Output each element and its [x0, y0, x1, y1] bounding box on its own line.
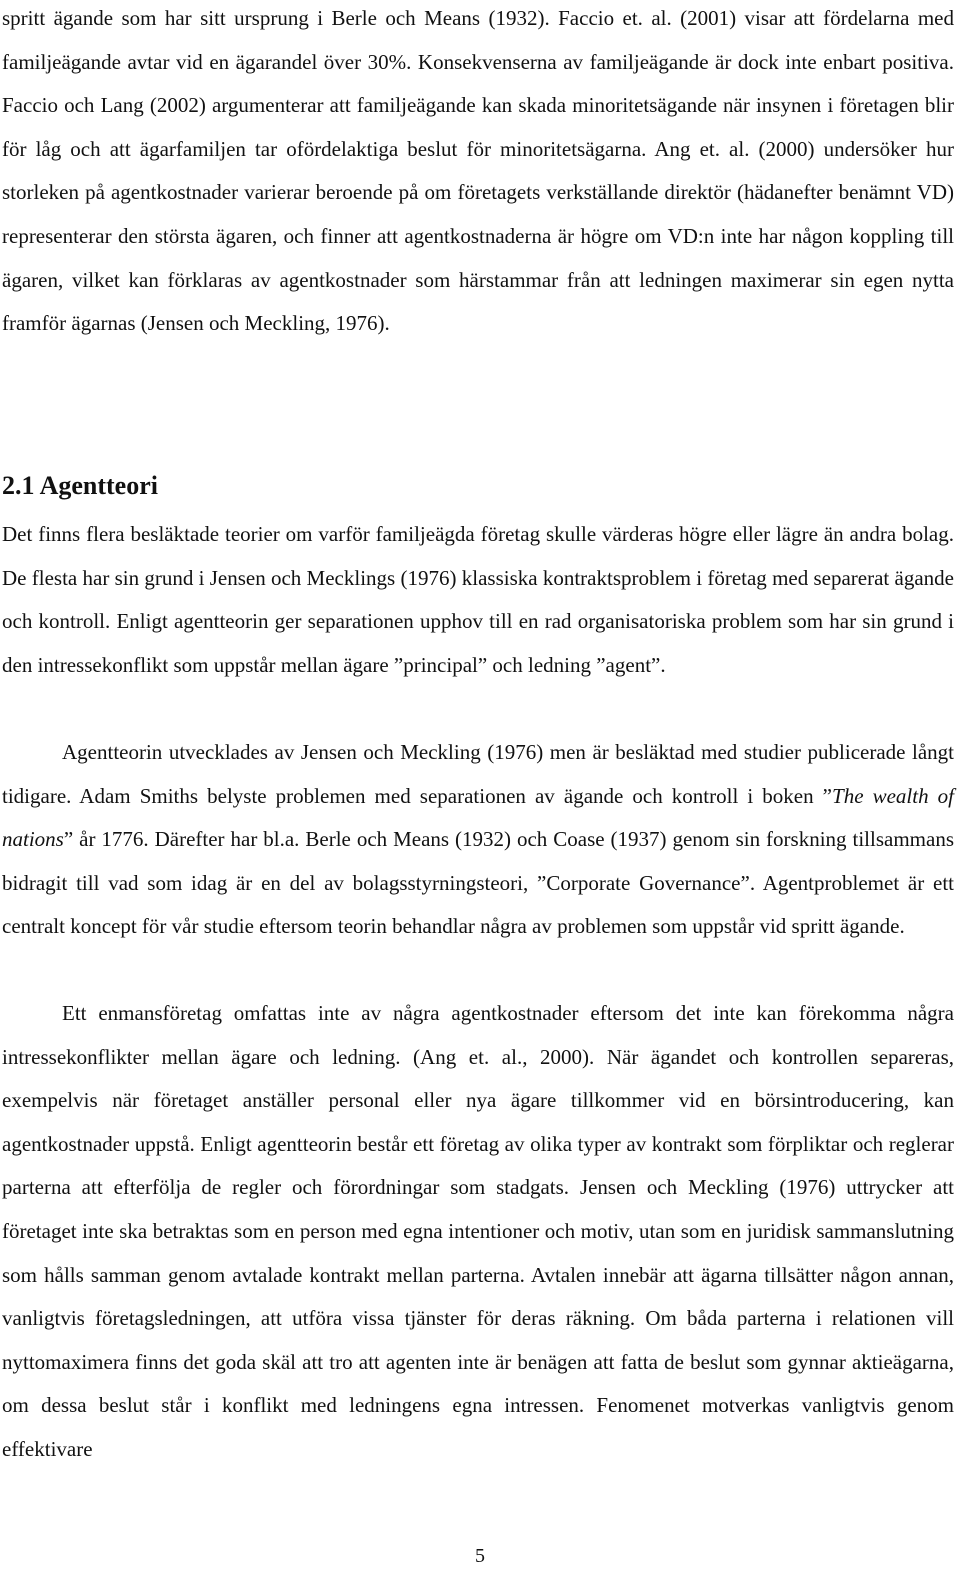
book-title: The wealth of nations	[2, 783, 954, 852]
section-heading-agentteori: 2.1 Agentteori	[2, 471, 158, 500]
section-paragraph-2-text-after: ” år 1776. Därefter har bl.a. Berle och Means (1932) och Coase (1937) genom sin forskning tillsammans bidragit till vad som idag är en del av bolagsstyrningsteori, ”Corporate Governance”. Agentproblemet är ett centralt koncept för vår studie eftersom teorin behandlar några av problemen som uppstår vid spritt ägande.	[2, 827, 954, 939]
section-paragraph-2-text-before: Agentteorin utvecklades av Jensen och Meckling (1976) men är besläktad med studier publicerade långt tidigare. Adam Smiths belyste problemen med separationen av ägande och kontroll i boken ”	[2, 740, 954, 808]
section-paragraph-3: Ett enmansföretag omfattas inte av några agentkostnader eftersom det inte kan förekomma några intressekonflikter mellan ägare och ledning. (Ang et. al., 2000). När ägandet och kontrollen separeras, exempelvis när företaget anställer personal eller nya ägare tillkommer vid en börsintroducering, kan agentkostnader uppstå. Enligt agentteorin består ett företag av olika typer av kontrakt som förpliktar och reglerar parterna att efterfölja de regler och förordningar som stadgats. Jensen och Meckling (1976) uttrycker att företaget inte ska betraktas som en person med egna intentioner och motiv, utan som en juridisk sammanslutning som hålls samman genom avtalade kontrakt mellan parterna. Avtalen innebär att ägarna tillsätter någon annan, vanligtvis företagsledningen, att utföra vissa tjänster för deras räkning. Om båda parterna i relationen vill nyttomaximera finns det goda skäl att tro att agenten inte är benägen att fatta de beslut som gynnar aktieägarna, om dessa beslut står i konflikt med ledningens egna intressen. Fenomenet motverkas vanligtvis genom effektivare	[2, 1001, 954, 1461]
page-number: 5	[475, 1545, 485, 1567]
intro-paragraph: spritt ägande som har sitt ursprung i Berle och Means (1932). Faccio et. al. (2001) visar att fördelarna med familjeägande avtar vid en ägarandel över 30%. Konsekvenserna av familjeägande är dock inte enbart positiva. Faccio och Lang (2002) argumenterar att familjeägande kan skada minoritetsägande när insynen i företagen blir för låg och att ägarfamiljen tar ofördelaktiga beslut för minoritetsägarna. Ang et. al. (2000) undersöker hur storleken på agentkostnader varierar beroende på om företagets verkställande direktör (hädanefter benämnt VD) representerar den största ägaren, och finner att agentkostnaderna är högre om VD:n inte har någon koppling till ägaren, vilket kan förklaras av agentkostnader som härstammar från att ledningen maximerar sin egen nytta framför ägarnas (Jensen och Meckling, 1976).	[2, 6, 954, 336]
section-paragraph-2	[2, 731, 954, 949]
section-paragraph-1: Det finns flera besläktade teorier om varför familjeägda företag skulle värderas högre eller lägre än andra bolag. De flesta har sin grund i Jensen och Mecklings (1976) klassiska kontraktsproblem i företag med separerat ägande och kontroll. Enligt agentteorin ger separationen upphov till en rad organisatoriska problem som har sin grund i den intressekonflikt som uppstår mellan ägare ”principal” och ledning ”agent”.	[2, 522, 954, 677]
